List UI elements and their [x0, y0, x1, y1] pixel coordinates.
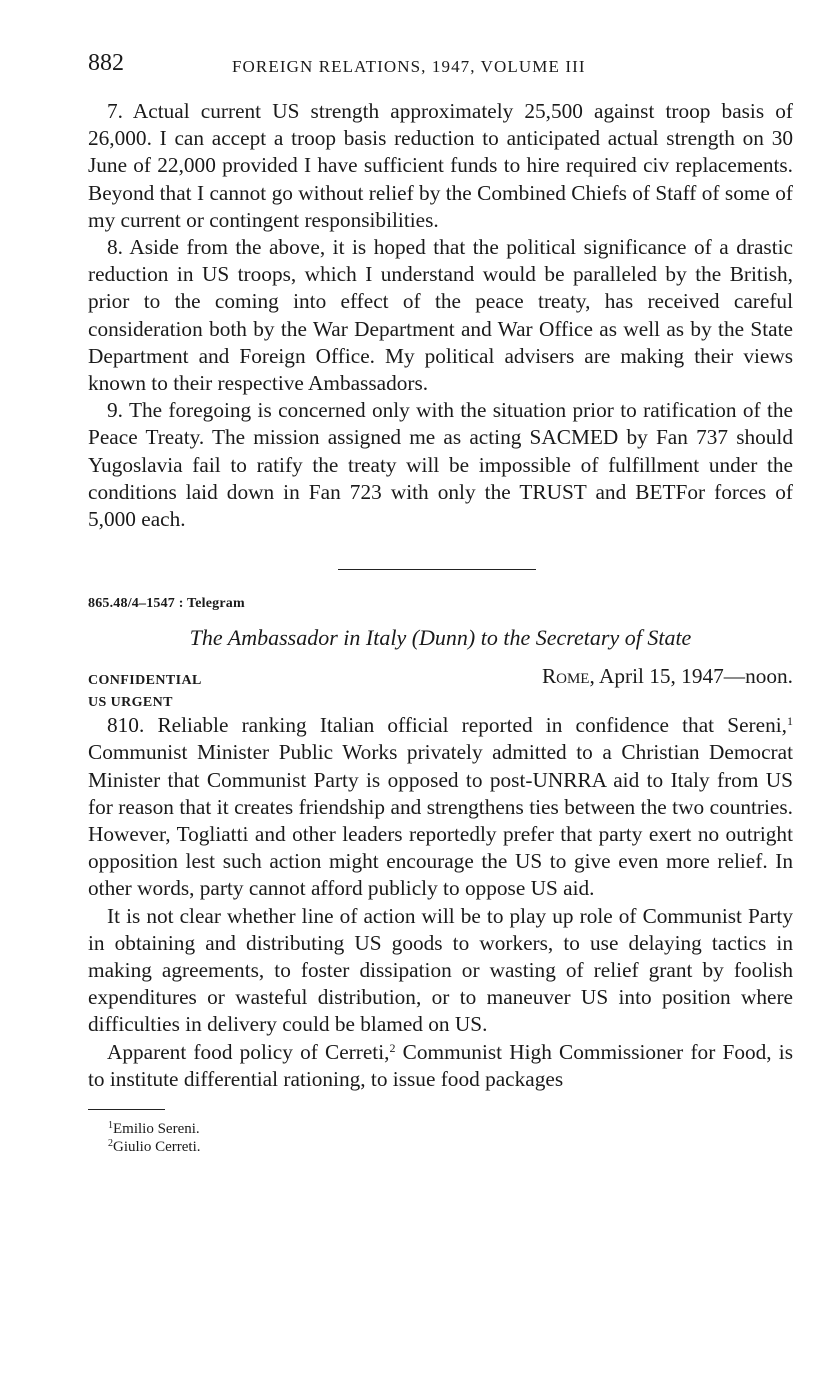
- footnote-text: Giulio Cerreti.: [113, 1139, 201, 1156]
- priority-label: US URGENT: [88, 695, 173, 711]
- footnote-1: [88, 1120, 793, 1138]
- telegram-paragraph-3: [88, 1039, 793, 1093]
- footnote-number: 1: [108, 1120, 113, 1132]
- paragraph-text: Apparent food policy of Cerreti,: [107, 1039, 390, 1064]
- page-body: [88, 98, 793, 1156]
- footnote-text: Emilio Sereni.: [113, 1121, 200, 1138]
- classification-block: [88, 670, 202, 714]
- paragraph-text: Communist High Commissioner for Food, is to institute differential rationing, to issue food packages: [88, 1039, 793, 1091]
- running-head: [88, 50, 793, 84]
- paragraph-text: Communist Minister Public Works privately admitted to a Christian Democrat Minister that Communist Party is opposed to post-UNRRA aid to Italy from US for reason that it creates friendship and strengthens ties between the two countries. However, Togliatti and other leaders reportedly prefer that party exert no outright opposition lest such action might encourage the US to give even more relief. In other words, party cannot afford publicly to oppose US aid.: [88, 740, 793, 901]
- footnotes: [88, 1120, 793, 1156]
- document-title: The Ambassador in Italy (Dunn) to the Secretary of State: [189, 625, 692, 651]
- classification-label: CONFIDENTIAL: [88, 673, 202, 689]
- telegram-paragraph-810: [88, 712, 793, 902]
- running-title: FOREIGN RELATIONS, 1947, VOLUME III: [232, 57, 586, 76]
- footnote-number: 2: [108, 1138, 113, 1150]
- footnote-ref-1: 1: [787, 714, 793, 729]
- footnote-ref-2: 2: [389, 1040, 396, 1055]
- telegram-paragraph-2: It is not clear whether line of action will be to play up role of Communist Party in obtaining and distributing US goods to workers, to use delaying tactics in making agreements, to foster dissipation or wasting of relief grant by foolish expenditures or wasteful distribution, or to maneuver US into position where difficulties in delivery could be blamed on US.: [88, 903, 793, 1037]
- dateline: [542, 664, 793, 689]
- page-number: 882: [88, 50, 124, 76]
- dateline-date: , April 15, 1947—noon.: [589, 664, 793, 689]
- paragraph-text: 810. Reliable ranking Italian official reported in confidence that Sereni,: [107, 713, 787, 738]
- paragraph-8: 8. Aside from the above, it is hoped that the political significance of a drastic reduction in US troops, which I understand would be paralleled by the British, prior to the coming into effect of the peace treaty, has received careful consideration both by the War Department and War Office as well as by the State Department and Foreign Office. My political advisers are making their views known to their respective Ambassadors.: [88, 235, 793, 396]
- dateline-row: [88, 664, 793, 712]
- dateline-city: Rome: [541, 664, 590, 689]
- paragraph-7: 7. Actual current US strength approximately 25,500 against troop basis of 26,000. I can accept a troop basis reduction to anticipated actual strength on 30 June of 22,000 provided I have sufficient funds to hire required civ replacements. Beyond that I cannot go without relief by the Combined Chiefs of Staff of some of my current or contingent responsibilities.: [88, 99, 793, 232]
- section-divider: [338, 569, 536, 570]
- footnote-rule: [88, 1109, 165, 1110]
- footnote-2: [88, 1138, 793, 1156]
- paragraph-9: 9. The foregoing is concerned only with the situation prior to ratification of the Peace Treaty. The mission assigned me as acting SACMED by Fan 737 should Yugoslavia fail to ratify the treaty will be impossible of fulfillment under the conditions laid down in Fan 723 with only the TRUST and BETFor forces of 5,000 each.: [88, 398, 793, 532]
- document-reference: 865.48/4–1547 : Telegram: [88, 596, 245, 612]
